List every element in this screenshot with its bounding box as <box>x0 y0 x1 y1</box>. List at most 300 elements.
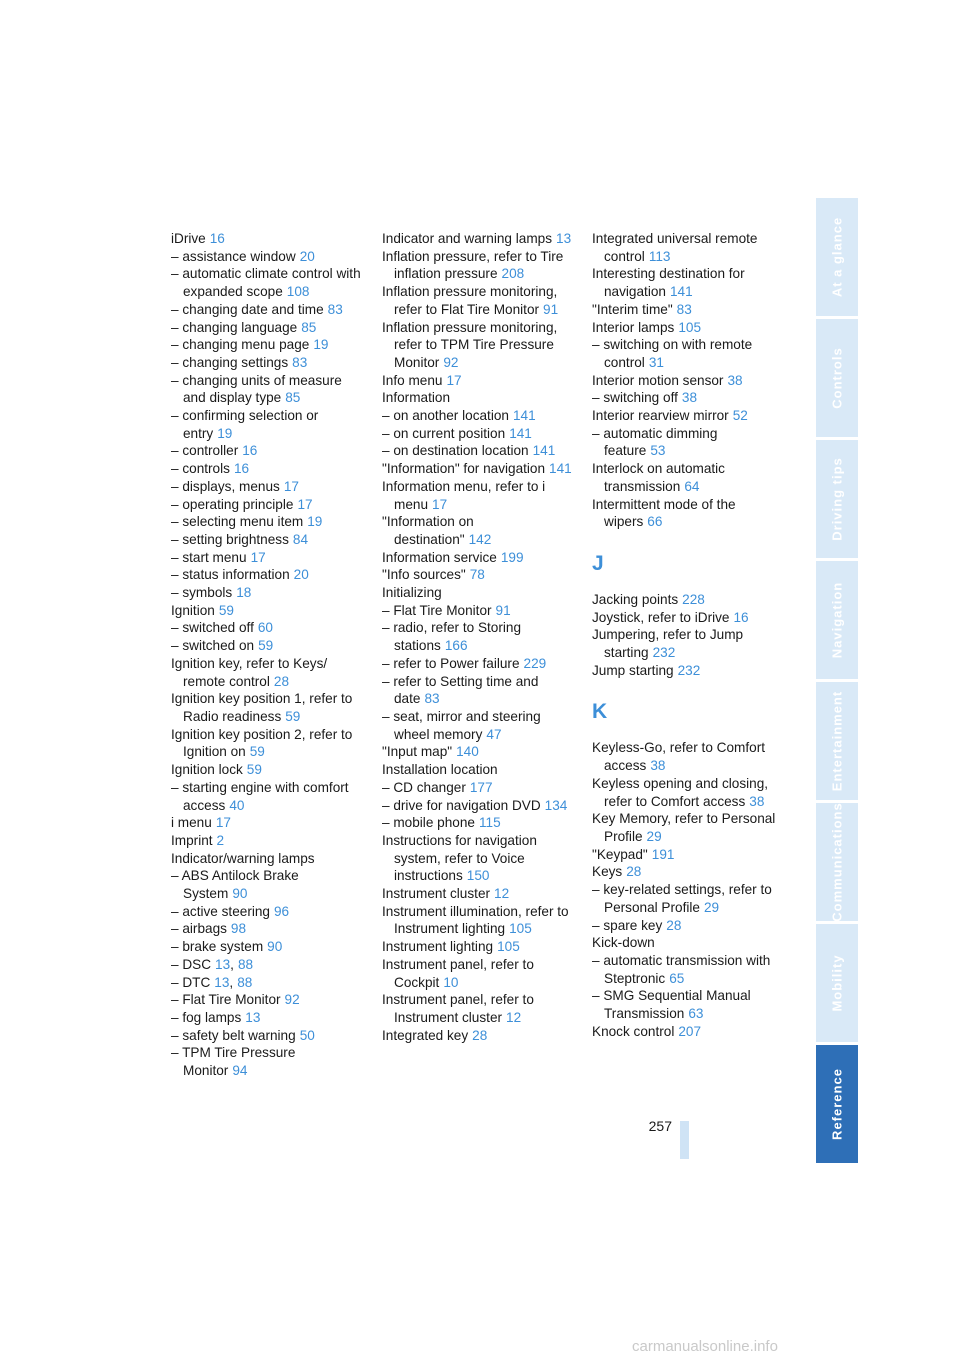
index-entry <box>171 531 361 549</box>
tab-label: Communications <box>829 802 845 922</box>
page-reference-link[interactable]: 16 <box>209 231 225 246</box>
index-entry <box>592 265 782 300</box>
page-reference-link[interactable]: 91 <box>543 301 559 317</box>
page-reference-link[interactable]: 134 <box>544 797 568 813</box>
page-reference-link[interactable]: 40 <box>229 797 245 813</box>
page-reference-link[interactable]: 52 <box>732 408 748 424</box>
index-entry <box>382 283 572 318</box>
index-entry-text: Instrument lighting <box>382 939 494 955</box>
index-entry-text: Intermittent mode of the wipers <box>592 496 736 530</box>
index-entry-text: – symbols <box>171 585 233 601</box>
tab-reference[interactable] <box>816 1045 858 1166</box>
index-entry <box>171 903 361 921</box>
index-entry-text: Instrument panel, refer to Cockpit <box>382 956 534 990</box>
page-reference-link[interactable]: 94 <box>232 1063 248 1079</box>
index-entry <box>382 602 572 620</box>
index-entry <box>382 743 572 761</box>
index-entry-text: – automatic climate control with expanded scope <box>171 266 361 300</box>
page-reference-link[interactable]: 141 <box>669 284 693 300</box>
page-reference-link[interactable]: 28 <box>472 1027 488 1043</box>
index-entry-text: Imprint <box>171 832 213 848</box>
index-entry-text: Kick-down <box>592 935 655 951</box>
index-entry-text: – fog lamps <box>171 1009 242 1025</box>
page-reference-link[interactable]: 83 <box>327 301 343 317</box>
index-entry <box>171 619 361 637</box>
index-entry-text: – selecting menu item <box>171 514 304 530</box>
index-entry-text: Inflation pressure monitoring, refer to TPM Tire Pressure Monitor <box>382 319 558 370</box>
index-entry <box>171 1044 361 1079</box>
index-entry <box>382 619 572 654</box>
watermark: carmanualsonline.info <box>632 1338 778 1355</box>
index-entry-text: – ABS Antilock Brake System <box>171 868 299 902</box>
index-entry <box>592 881 782 916</box>
tab-label: At a glance <box>829 216 845 298</box>
page-reference-link[interactable]: 12 <box>506 1009 522 1025</box>
index-entry-text: Jacking points <box>592 591 679 607</box>
tab-controls[interactable] <box>816 319 858 440</box>
page-reference-link[interactable]: 113 <box>648 248 671 264</box>
index-entry <box>382 956 572 991</box>
index-entry <box>592 230 782 265</box>
index-entry <box>171 584 361 602</box>
page-reference-link[interactable]: 105 <box>497 939 520 955</box>
page-reference-link[interactable]: 177 <box>469 779 493 795</box>
index-entry <box>171 301 361 319</box>
index-entry <box>592 626 782 661</box>
index-entry <box>171 372 361 407</box>
index-entry <box>382 797 572 815</box>
index-entry-text: Instrument cluster <box>382 886 491 902</box>
page-reference-link[interactable]: 232 <box>677 662 701 678</box>
index-entry-text: Interlock on automatic transmission <box>592 461 725 494</box>
index-entry <box>382 230 572 248</box>
page-reference-link[interactable]: 28 <box>666 917 682 933</box>
tab-mobility[interactable] <box>816 924 858 1045</box>
page-reference-link[interactable]: 13 <box>556 231 572 246</box>
page-reference-link[interactable]: 20 <box>293 567 309 583</box>
index-entry <box>171 496 361 514</box>
index-entry-text: – changing menu page <box>171 337 310 353</box>
index-entry-text: – airbags <box>171 921 227 937</box>
index-entry <box>171 761 361 779</box>
index-entry-text: Indicator/warning lamps <box>171 850 315 866</box>
index-entry <box>592 917 782 935</box>
index-entry <box>382 442 572 460</box>
page-reference-link[interactable]: 63 <box>688 1006 704 1022</box>
index-entry <box>382 478 572 513</box>
index-entry <box>382 425 572 443</box>
page-reference-link[interactable]: 17 <box>250 549 266 565</box>
tab-label: Driving tips <box>829 457 845 541</box>
index-entry <box>382 655 572 673</box>
page-reference-link[interactable]: 191 <box>651 846 675 862</box>
index-entry-text: – refer to Power failure <box>382 655 520 671</box>
index-entry-text: – start menu <box>171 549 247 565</box>
index-entry <box>171 354 361 372</box>
index-entry-text: Keyless-Go, refer to Comfort access <box>592 740 765 774</box>
page-reference-link[interactable]: 50 <box>299 1027 315 1043</box>
index-entry <box>592 934 782 952</box>
page-reference-link[interactable]: 16 <box>733 609 749 625</box>
index-entry <box>382 761 572 779</box>
index-entry-text: – controller <box>171 443 239 459</box>
index-entry-text: "Information on destination" <box>382 514 474 547</box>
index-entry-text: Keyless opening and closing, refer to Comfort access <box>592 775 769 809</box>
index-entry-text: – DTC <box>171 974 211 990</box>
index-entry <box>171 814 361 832</box>
page-reference-link[interactable]: 105 <box>509 921 532 937</box>
index-entry <box>592 336 782 371</box>
index-entry-text: Information service <box>382 549 497 565</box>
index-letter-heading: J <box>592 551 604 575</box>
page-reference-link[interactable]: 64 <box>684 478 700 494</box>
page-reference-link[interactable]: 98 <box>230 921 247 937</box>
index-entry-text: Information menu, refer to i menu <box>382 478 546 512</box>
page-reference-link[interactable]: 92 <box>443 354 459 370</box>
index-entry-text: – switching on with remote control <box>592 337 753 370</box>
index-entry <box>382 938 572 956</box>
index-entry-text: – controls <box>171 461 230 477</box>
page-reference-link[interactable]: 150 <box>466 868 490 884</box>
index-entry-text: Joystick, refer to iDrive <box>592 609 730 625</box>
tab-label: Entertainment <box>829 690 845 792</box>
index-entry-text: – switched on <box>171 638 255 654</box>
index-entry-text: Interior motion sensor <box>592 372 724 388</box>
index-entry-text: – on another location <box>382 408 509 424</box>
page-reference-link[interactable]: 88 <box>237 974 253 990</box>
index-entry <box>592 739 782 774</box>
page-reference-link[interactable]: 17 <box>446 372 462 388</box>
index-entry-text: – brake system <box>171 939 264 955</box>
page-reference-link[interactable]: 17 <box>432 496 448 512</box>
index-column-2 <box>382 230 572 1044</box>
index-entry <box>382 460 572 478</box>
index-entry-text: Key Memory, refer to Personal Profile <box>592 811 776 844</box>
page-reference-link[interactable]: 140 <box>456 744 479 760</box>
page-reference-link[interactable]: 28 <box>273 673 290 689</box>
index-column-1 <box>171 230 361 1080</box>
page-reference-link[interactable]: 78 <box>469 567 485 583</box>
page-reference-link[interactable]: 38 <box>681 390 698 406</box>
index-entry-text: "Keypad" <box>592 846 648 862</box>
index-entry <box>592 662 782 680</box>
index-entry-text: Ignition <box>171 602 215 618</box>
index-entry-text: – on current position <box>382 425 506 441</box>
index-entry-text: – switching off <box>592 390 678 406</box>
page-reference-link[interactable]: 83 <box>676 301 692 317</box>
index-entry-text: "Info sources" <box>382 567 466 583</box>
index-entry-text: – refer to Setting time and date <box>382 673 539 707</box>
index-entry-text: – setting brightness <box>171 531 289 547</box>
index-entry-text: iDrive <box>171 231 206 246</box>
index-entry <box>382 407 572 425</box>
page-reference-link[interactable]: 10 <box>443 974 459 990</box>
index-entry <box>382 372 572 390</box>
index-entry <box>171 779 361 814</box>
index-entry <box>382 319 572 372</box>
index-entry <box>592 1023 782 1041</box>
index-entry <box>382 832 572 885</box>
index-entry-text: – drive for navigation DVD <box>382 797 541 813</box>
index-entry <box>592 301 782 319</box>
index-entry <box>171 938 361 956</box>
index-entry-text: – CD changer <box>382 779 466 795</box>
index-entry-text: Interior rearview mirror <box>592 408 729 424</box>
page-reference-link[interactable]: 141 <box>509 425 532 441</box>
index-entry <box>171 513 361 531</box>
tab-driving-tips[interactable] <box>816 440 858 561</box>
index-entry <box>592 591 782 609</box>
index-entry-text: Information <box>382 390 451 406</box>
page-reference-link[interactable]: 59 <box>218 602 234 618</box>
index-letter-heading: K <box>592 700 608 724</box>
page-reference-link[interactable]: 229 <box>523 655 547 671</box>
page-reference-link[interactable]: 90 <box>232 886 248 902</box>
index-entry-text: – automatic transmission with Steptronic <box>592 952 771 986</box>
index-entry <box>171 637 361 655</box>
page-reference-link[interactable]: 2 <box>216 832 225 848</box>
index-entry <box>171 230 361 248</box>
index-entry-text: – Flat Tire Monitor <box>171 992 281 1008</box>
index-column-3 <box>592 230 782 1040</box>
page-reference-link[interactable]: 90 <box>267 939 283 955</box>
page-reference-link[interactable]: 13 <box>214 974 230 990</box>
index-entry <box>171 690 361 725</box>
index-entry <box>171 1027 361 1045</box>
index-entry <box>382 814 572 832</box>
index-entry-text: Jump starting <box>592 662 674 678</box>
index-entry <box>382 708 572 743</box>
index-entry-text: "Information" for navigation <box>382 461 546 477</box>
index-entry <box>382 903 572 938</box>
index-entry-text: – active steering <box>171 903 270 919</box>
index-entry-text: – changing settings <box>171 354 289 370</box>
page-reference-link[interactable]: 59 <box>249 744 265 760</box>
page-reference-link[interactable]: 31 <box>648 354 664 370</box>
page-reference-link[interactable]: 166 <box>444 638 468 654</box>
index-entry-text: – on destination location <box>382 443 529 459</box>
page-reference-link[interactable]: 29 <box>703 899 720 915</box>
index-entry <box>171 1009 361 1027</box>
index-entry-text: Inflation pressure monitoring, refer to Flat Tire Monitor <box>382 284 558 317</box>
index-entry-text: Info menu <box>382 372 443 388</box>
page-reference-link[interactable]: 108 <box>286 284 310 300</box>
page-reference-link[interactable]: 141 <box>532 443 556 459</box>
page-reference-link[interactable]: 66 <box>647 514 663 530</box>
page-number-bar <box>680 1121 689 1159</box>
page-reference-link[interactable]: 13 <box>245 1009 261 1025</box>
index-entry-text: Initializing <box>382 585 442 601</box>
index-entry <box>592 496 782 531</box>
page-reference-link[interactable]: 228 <box>682 591 705 607</box>
index-entry <box>171 867 361 902</box>
page-reference-link[interactable]: 29 <box>646 828 662 844</box>
index-entry-text: – displays, menus <box>171 478 280 494</box>
page-reference-link[interactable]: 38 <box>650 758 666 774</box>
page-reference-link[interactable]: 85 <box>285 390 301 406</box>
index-entry <box>382 885 572 903</box>
page-reference-link[interactable]: 59 <box>285 708 301 724</box>
index-entry-text: Integrated universal remote control <box>592 231 758 264</box>
index-entry-text: "Input map" <box>382 744 453 760</box>
page-reference-link[interactable]: 199 <box>500 549 524 565</box>
index-entry <box>171 265 361 300</box>
index-entry <box>592 372 782 390</box>
page-reference-link[interactable]: 19 <box>217 425 233 441</box>
tab-label: Controls <box>829 347 845 409</box>
page-reference-link[interactable]: 96 <box>274 903 290 919</box>
tab-label: Mobility <box>829 954 845 1012</box>
page-reference-link[interactable]: 84 <box>292 531 309 547</box>
index-entry-text: – starting engine with comfort access <box>171 779 349 813</box>
index-entry <box>171 442 361 460</box>
tab-label: Reference <box>829 1068 845 1140</box>
index-entry-text: – radio, refer to Storing stations <box>382 620 522 654</box>
page-reference-link[interactable]: 59 <box>246 762 262 778</box>
page-reference-link[interactable]: 85 <box>301 319 317 335</box>
index-entry-text: – key-related settings, refer to Personal Profile <box>592 882 772 915</box>
index-entry <box>382 248 572 283</box>
index-entry <box>592 846 782 864</box>
index-entry-text: Instructions for navigation system, refer to Voice instructions <box>382 832 537 884</box>
index-entry <box>382 513 572 548</box>
index-entry <box>592 319 782 337</box>
index-entry <box>592 425 782 460</box>
page-reference-link[interactable]: 91 <box>495 602 511 618</box>
section-tabs <box>816 198 858 1166</box>
index-entry-text: – Flat Tire Monitor <box>382 602 492 618</box>
page-reference-link[interactable]: 207 <box>678 1023 702 1039</box>
page-reference-link[interactable]: 17 <box>297 496 313 512</box>
index-entry <box>171 991 361 1009</box>
page-reference-link[interactable]: 16 <box>242 443 258 459</box>
index-entry-text: Ignition key position 2, refer to Ignition on <box>171 726 353 760</box>
index-entry <box>592 810 782 845</box>
index-entry <box>171 407 361 442</box>
index-entry-text: – assistance window <box>171 248 296 264</box>
index-entry-text: – seat, mirror and steering wheel memory <box>382 708 541 742</box>
index-entry <box>171 478 361 496</box>
index-entry <box>382 549 572 567</box>
index-entry <box>171 832 361 850</box>
page-reference-link[interactable]: 208 <box>501 266 525 282</box>
index-entry <box>382 991 572 1026</box>
page-reference-link[interactable]: 53 <box>650 443 666 459</box>
tab-navigation[interactable] <box>816 561 858 682</box>
page-reference-link[interactable]: 60 <box>257 620 273 636</box>
index-entry <box>592 460 782 495</box>
page-reference-link[interactable]: 17 <box>283 478 299 494</box>
page-reference-link[interactable]: 16 <box>233 461 250 477</box>
index-entry <box>382 779 572 797</box>
page-reference-link[interactable]: 47 <box>486 726 502 742</box>
index-entry <box>592 389 782 407</box>
page-reference-link[interactable]: 17 <box>215 815 231 831</box>
index-entry <box>171 726 361 761</box>
page-reference-link[interactable]: 59 <box>258 638 274 654</box>
tab-at-a-glance[interactable] <box>816 198 858 319</box>
index-entry-text: Ignition key, refer to Keys/ remote control <box>171 655 328 689</box>
index-entry-text: – DSC <box>171 956 212 972</box>
index-entry-text: Ignition lock <box>171 762 243 778</box>
index-entry-text: – TPM Tire Pressure Monitor <box>171 1045 296 1079</box>
index-entry <box>171 602 361 620</box>
index-entry-text: Instrument panel, refer to Instrument cluster <box>382 992 534 1025</box>
index-entry <box>171 566 361 584</box>
page-separator: , <box>230 956 234 972</box>
index-entry <box>171 956 361 974</box>
index-entry <box>171 850 361 868</box>
index-entry-text: Integrated key <box>382 1027 469 1043</box>
index-entry-text: – changing units of measure and display type <box>171 372 342 406</box>
index-entry <box>382 389 572 407</box>
page-reference-link[interactable]: 38 <box>749 793 765 809</box>
page-reference-link[interactable]: 65 <box>669 970 685 986</box>
page-reference-link[interactable]: 88 <box>237 956 254 972</box>
page-reference-link[interactable]: 141 <box>549 461 572 477</box>
index-entry-text: Keys <box>592 864 623 880</box>
index-entry-text: Interior lamps <box>592 319 675 335</box>
index-entry <box>382 673 572 708</box>
page-reference-link[interactable]: 12 <box>494 886 510 902</box>
index-entry-text: – confirming selection or entry <box>171 408 319 441</box>
page-reference-link[interactable]: 19 <box>307 514 323 530</box>
index-entry <box>592 775 782 810</box>
index-entry <box>171 974 361 992</box>
index-entry <box>592 987 782 1022</box>
index-entry <box>171 319 361 337</box>
page-reference-link[interactable]: 18 <box>236 585 252 601</box>
page-reference-link[interactable]: 141 <box>512 408 536 424</box>
index-entry-text: Knock control <box>592 1023 675 1039</box>
index-entry-text: – operating principle <box>171 496 294 512</box>
index-entry-text: i menu <box>171 815 212 831</box>
index-entry-text: – status information <box>171 567 290 583</box>
index-entry-text: – changing language <box>171 319 298 335</box>
index-entry-text: – automatic dimming feature <box>592 425 718 459</box>
index-entry <box>171 248 361 266</box>
index-entry <box>592 863 782 881</box>
page-reference-link[interactable]: 13 <box>215 956 231 972</box>
index-entry <box>171 336 361 354</box>
index-entry-text: – safety belt warning <box>171 1027 296 1043</box>
index-entry-text: Jumpering, refer to Jump starting <box>592 627 744 661</box>
page-reference-link[interactable]: 19 <box>313 337 329 353</box>
page-reference-link[interactable]: 20 <box>299 248 315 264</box>
page-reference-link[interactable]: 232 <box>652 645 676 661</box>
page-reference-link[interactable]: 83 <box>424 691 440 707</box>
page-reference-link[interactable]: 115 <box>478 815 501 831</box>
index-entry-text: – switched off <box>171 620 254 636</box>
tab-entertainment[interactable] <box>816 682 858 803</box>
page-reference-link[interactable]: 105 <box>678 319 702 335</box>
page-reference-link[interactable]: 28 <box>626 864 642 880</box>
index-entry <box>382 566 572 584</box>
index-entry <box>171 920 361 938</box>
tab-communications[interactable] <box>816 803 858 924</box>
page-reference-link[interactable]: 142 <box>468 531 492 547</box>
page-reference-link[interactable]: 83 <box>292 354 308 370</box>
tab-label: Navigation <box>829 581 845 659</box>
index-entry-text: – mobile phone <box>382 815 475 831</box>
index-entry-text: Ignition key position 1, refer to Radio readiness <box>171 691 353 724</box>
page-reference-link[interactable]: 38 <box>727 372 743 388</box>
page-reference-link[interactable]: 92 <box>284 992 300 1008</box>
index-entry-text: Installation location <box>382 762 498 778</box>
index-entry <box>171 549 361 567</box>
index-entry <box>592 407 782 425</box>
index-entry <box>171 655 361 690</box>
